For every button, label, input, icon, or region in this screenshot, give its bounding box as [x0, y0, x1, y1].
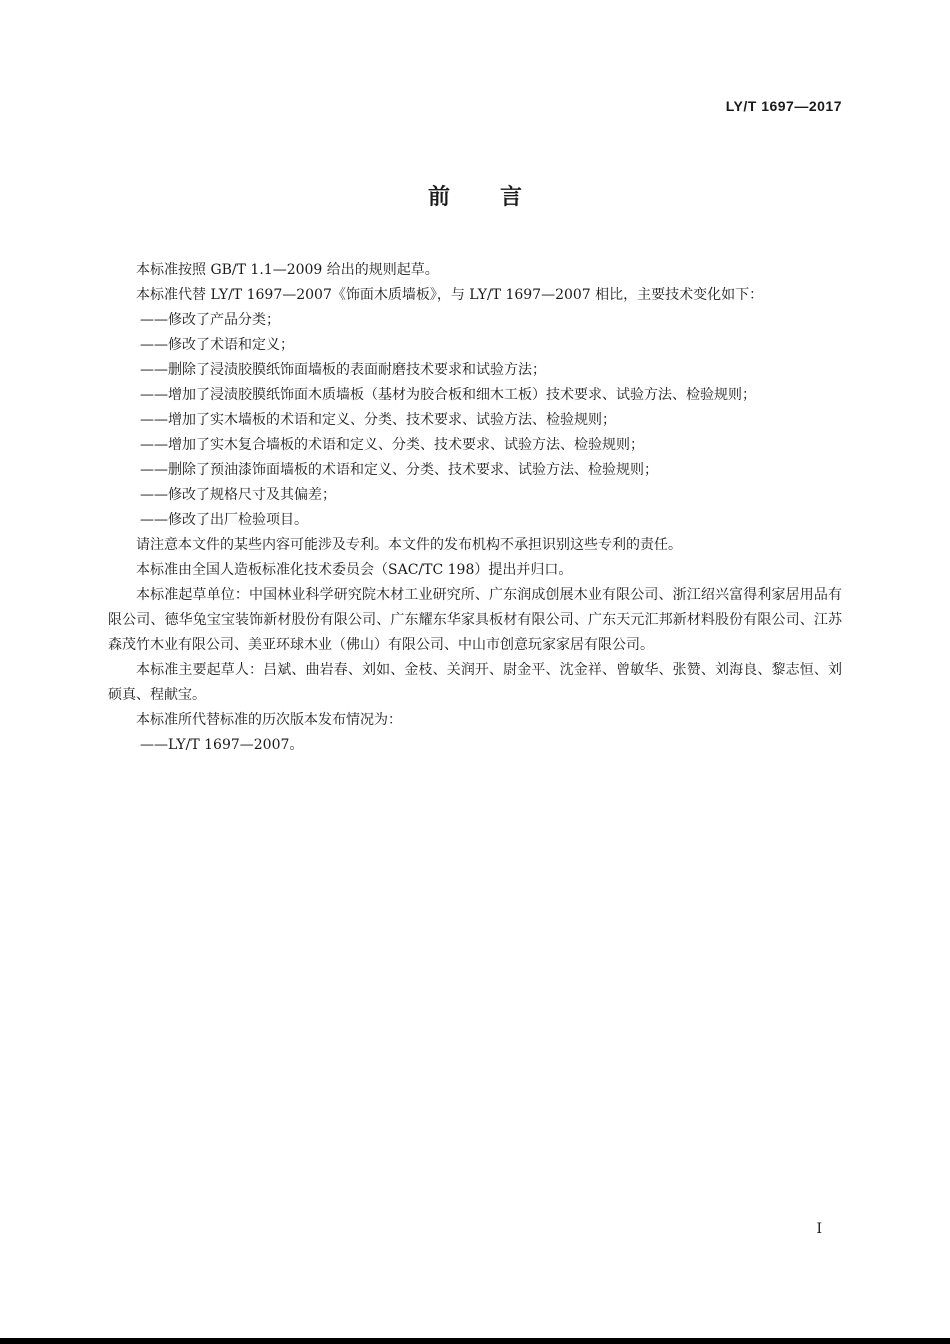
paragraph-replacement: 本标准代替 LY/T 1697—2007《饰面木质墙板》，与 LY/T 1697—2007 相比，主要技术变化如下：	[136, 287, 764, 303]
list-item: ——增加了实木墙板的术语和定义、分类、技术要求、试验方法、检验规则；	[140, 412, 616, 428]
list-item: ——修改了产品分类；	[140, 312, 280, 328]
list-item: ——修改了规格尺寸及其偏差；	[140, 487, 336, 503]
paragraph-patent-notice: 请注意本文件的某些内容可能涉及专利。本文件的发布机构不承担识别这些专利的责任。	[136, 537, 682, 553]
paragraph-proposer: 本标准由全国人造板标准化技术委员会（SAC/TC 198）提出并归口。	[136, 562, 573, 578]
list-item: ——LY/T 1697—2007。	[140, 737, 304, 753]
list-item: ——删除了浸渍胶膜纸饰面墙板的表面耐磨技术要求和试验方法；	[140, 362, 546, 378]
bottom-border	[0, 1338, 950, 1344]
list-item: ——修改了术语和定义；	[140, 337, 294, 353]
standard-code: LY/T 1697—2017	[725, 98, 842, 114]
paragraph-drafters: 本标准主要起草人：吕斌、曲岩春、刘如、金枝、关润开、尉金平、沈金祥、曾敏华、张赞、刘海良、黎志恒、刘硕真、程献宝。	[108, 662, 842, 703]
paragraph-drafting-units: 本标准起草单位：中国林业科学研究院木材工业研究所、广东润成创展木业有限公司、浙江绍兴富得利家居用品有限公司、德华兔宝宝装饰新材股份有限公司、广东耀东华家具板材有限公司、广东天元汇邦新材料股份有限公司、江苏森茂竹木业有限公司、美亚环球木业（佛山）有限公司、中山市创意玩家家居有限公司。	[108, 587, 842, 653]
paragraph-history-intro: 本标准所代替标准的历次版本发布情况为：	[136, 712, 402, 728]
page-title: 前言	[427, 185, 572, 210]
list-item: ——删除了预油漆饰面墙板的术语和定义、分类、技术要求、试验方法、检验规则；	[140, 462, 658, 478]
list-item: ——增加了浸渍胶膜纸饰面木质墙板（基材为胶合板和细木工板）技术要求、试验方法、检验规则；	[140, 387, 756, 403]
foreword-body	[108, 258, 842, 758]
page-number: I	[816, 1221, 822, 1237]
changes-list	[108, 308, 842, 533]
paragraph-drafting-rule: 本标准按照 GB/T 1.1—2009 给出的规则起草。	[136, 262, 439, 278]
list-item: ——修改了出厂检验项目。	[140, 512, 308, 528]
list-item: ——增加了实木复合墙板的术语和定义、分类、技术要求、试验方法、检验规则；	[140, 437, 644, 453]
